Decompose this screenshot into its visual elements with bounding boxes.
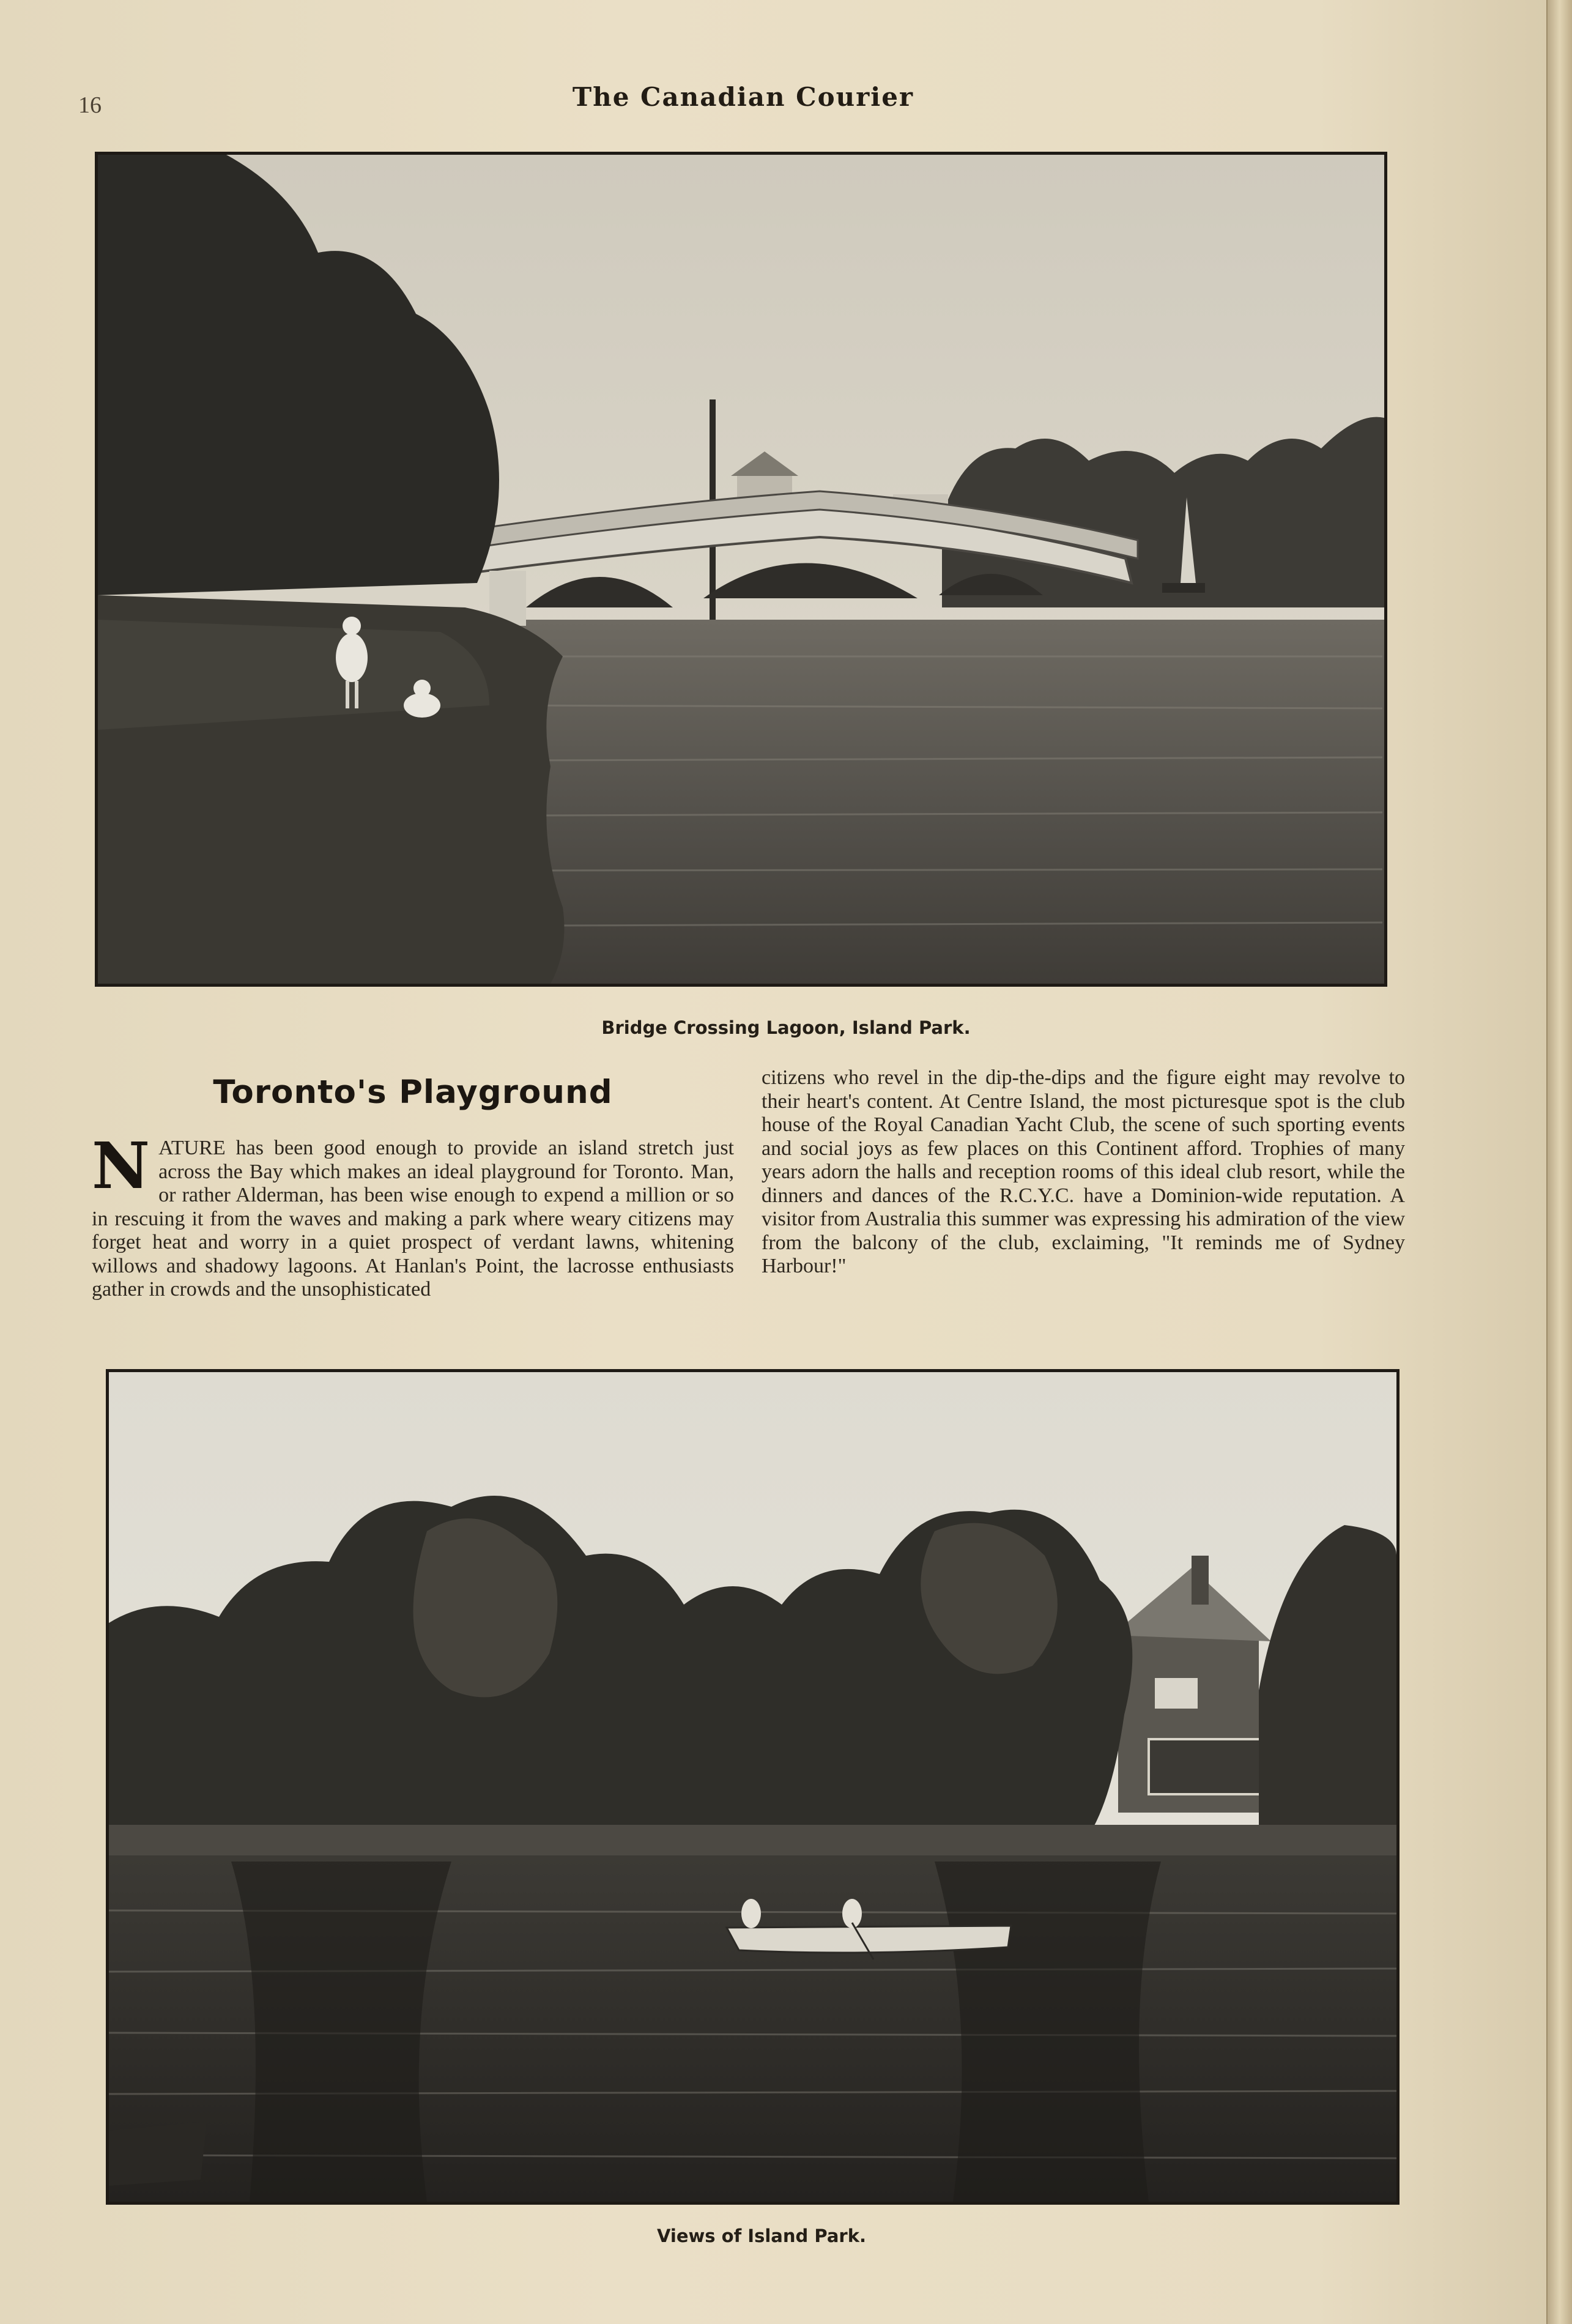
article-column-1 (92, 1128, 734, 1302)
drop-cap: N (92, 1128, 150, 1203)
article-paragraph-1 (92, 1128, 734, 1302)
publication-title (0, 82, 1572, 112)
article-column-1-text: ATURE has been good enough to provide an island stretch just across the Bay which makes an ideal playground for Toronto. Man, or rather Alderman, has been wise enough to expend a million or so in rescuing it from the waves and making a park where weary citizens may forget heat and worry in a quiet prospect of verdant lawns, whitening willows and shadowy lagoons. At Hanlan's Point, the lacrosse enthusiasts gather in crowds and the unsophisticated (92, 1137, 734, 1301)
caption-bridge-lagoon: Bridge Crossing Lagoon, Island Park. (601, 1017, 971, 1038)
photo-bridge-lagoon (95, 152, 1387, 987)
article-headline: Toronto's Playground (213, 1074, 613, 1111)
article-column-2-text: citizens who revel in the dip-the-dips and the figure eight may revolve to their heart's content. At Centre Island, the most picturesque spot is the club house of the Royal Canadian Yacht Club, the scene of such sporting events and social joys as few places on this Continent afford. Trophies of many years adorn the halls and reception rooms of this ideal club resort, while the dinners and dances of the R.C.Y.C. have a Dominion-wide reputation. A visitor from Australia this summer was expressing his admiration of the view from the balcony of the club, exclaiming, "It reminds me of Sydney Harbour!" (762, 1066, 1405, 1277)
page-number: 16 (78, 92, 102, 118)
photo-bridge-lagoon-image (98, 155, 1384, 984)
article-column-2 (762, 1066, 1405, 1279)
publication-title-text: The Canadian Courier (572, 82, 914, 112)
photo-island-park (106, 1369, 1400, 2205)
caption-island-park: Views of Island Park. (656, 2226, 867, 2246)
book-spine-edge (1546, 0, 1572, 2324)
photo-island-park-image (109, 1372, 1396, 2202)
